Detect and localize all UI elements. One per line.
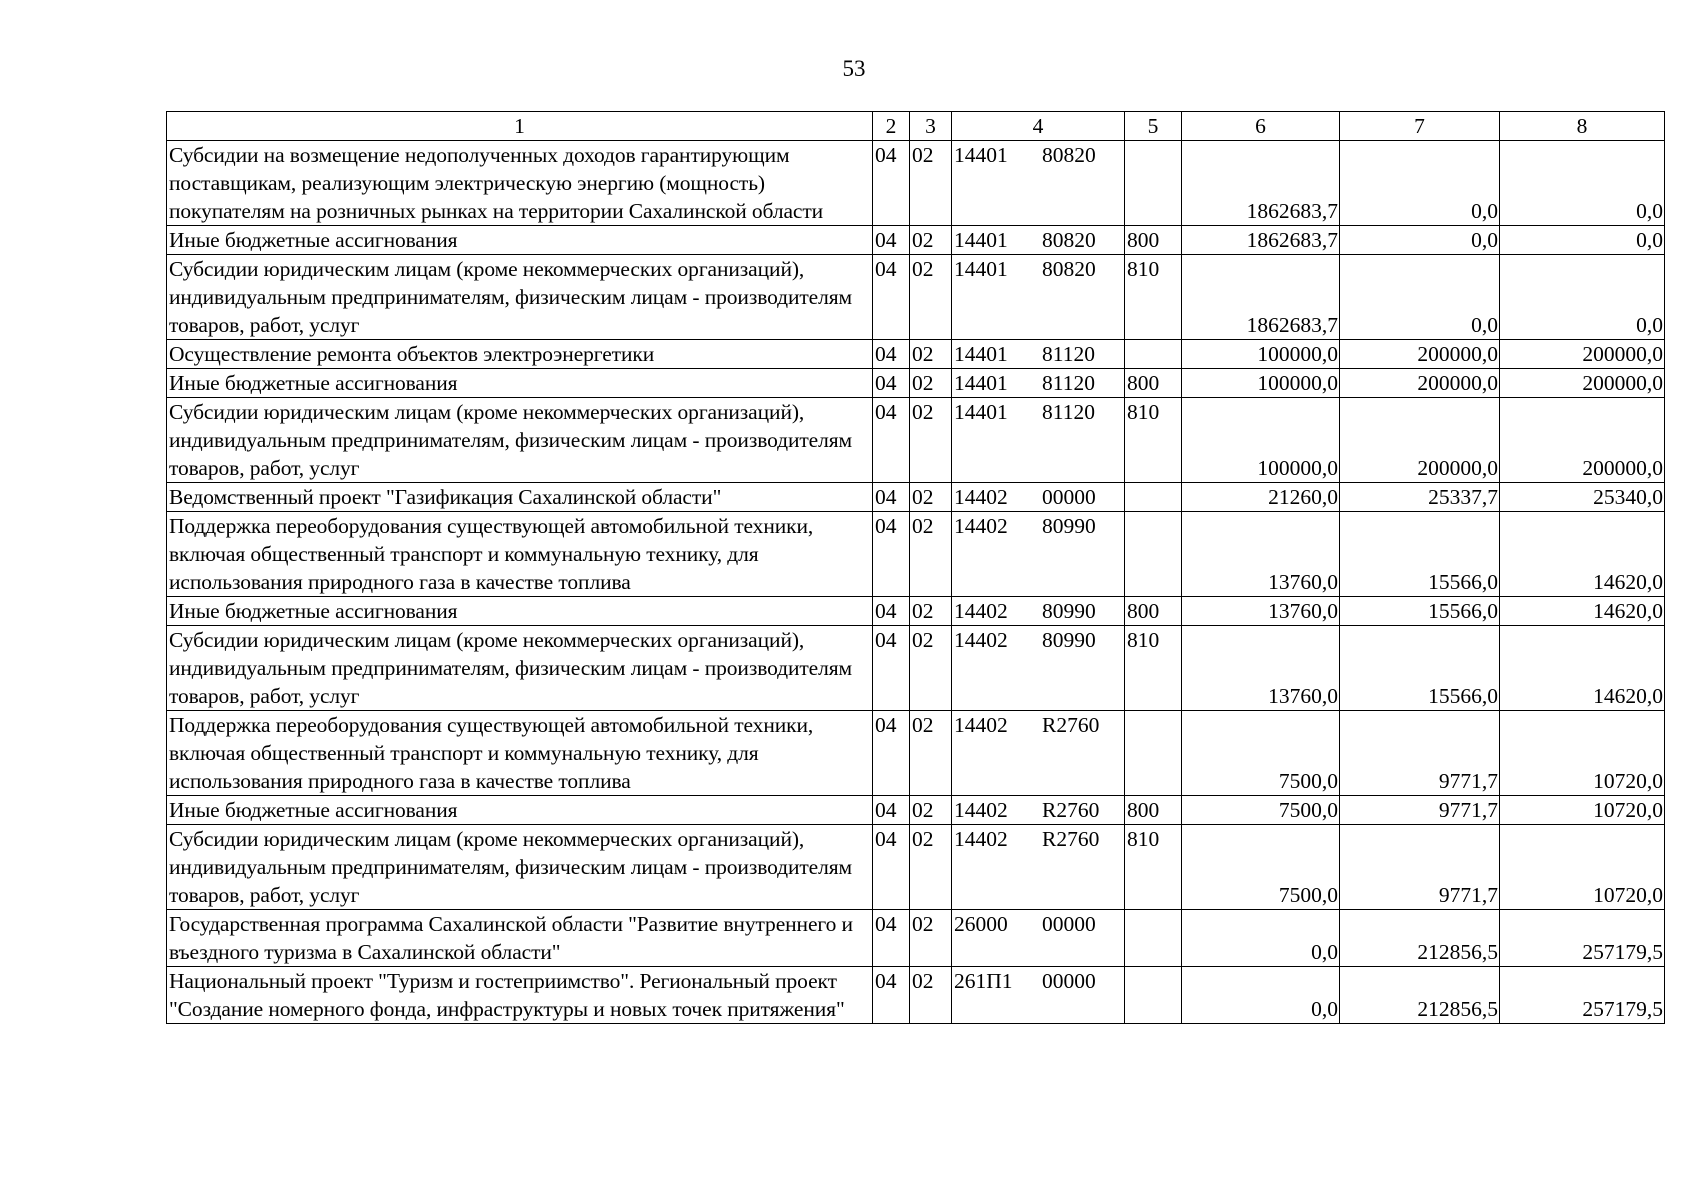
expense-type-code	[1125, 141, 1182, 226]
expense-type-code	[1125, 711, 1182, 796]
target-article-direction: 80820	[1042, 257, 1096, 281]
section-code: 04	[873, 483, 910, 512]
amount-col-6: 7500,0	[1182, 796, 1340, 825]
amount-col-6: 21260,0	[1182, 483, 1340, 512]
column-header: 7	[1340, 112, 1500, 141]
row-name: Поддержка переоборудования существующей автомобильной техники, включая общественный транспорт и коммунальную технику, для использования природного газа в качестве топлива	[167, 512, 873, 597]
column-header: 1	[167, 112, 873, 141]
target-article-direction: 80820	[1042, 228, 1096, 252]
amount-col-7: 9771,7	[1340, 825, 1500, 910]
target-article-direction: 00000	[1042, 485, 1096, 509]
table-row	[167, 483, 1665, 512]
amount-col-6: 7500,0	[1182, 825, 1340, 910]
target-article-program: 14402	[954, 485, 1008, 509]
target-article-program: 14401	[954, 143, 1008, 167]
expense-type-code	[1125, 967, 1182, 1024]
amount-col-6: 0,0	[1182, 967, 1340, 1024]
target-article-code	[952, 597, 1125, 626]
target-article-program: 14401	[954, 342, 1008, 366]
amount-col-7: 200000,0	[1340, 369, 1500, 398]
amount-col-7: 0,0	[1340, 226, 1500, 255]
row-name: Государственная программа Сахалинской области "Развитие внутреннего и въездного туризма в Сахалинской области"	[167, 910, 873, 967]
target-article-direction: 81120	[1042, 342, 1095, 366]
table-body	[167, 141, 1665, 1024]
section-code: 04	[873, 711, 910, 796]
expense-type-code	[1125, 910, 1182, 967]
target-article-program: 26000	[954, 912, 1008, 936]
row-name: Иные бюджетные ассигнования	[167, 369, 873, 398]
amount-col-8: 10720,0	[1500, 825, 1665, 910]
column-header: 3	[910, 112, 952, 141]
column-header: 5	[1125, 112, 1182, 141]
section-code: 04	[873, 141, 910, 226]
row-name: Иные бюджетные ассигнования	[167, 796, 873, 825]
amount-col-6: 1862683,7	[1182, 141, 1340, 226]
subsection-code: 02	[910, 825, 952, 910]
section-code: 04	[873, 512, 910, 597]
target-article-code	[952, 967, 1125, 1024]
amount-col-6: 1862683,7	[1182, 226, 1340, 255]
amount-col-8: 200000,0	[1500, 398, 1665, 483]
subsection-code: 02	[910, 910, 952, 967]
table-row	[167, 141, 1665, 226]
amount-col-8: 200000,0	[1500, 340, 1665, 369]
table-row	[167, 512, 1665, 597]
target-article-program: 14402	[954, 827, 1008, 851]
target-article-code	[952, 226, 1125, 255]
amount-col-8: 10720,0	[1500, 796, 1665, 825]
amount-col-6: 100000,0	[1182, 340, 1340, 369]
target-article-code	[952, 711, 1125, 796]
amount-col-8: 14620,0	[1500, 597, 1665, 626]
row-name: Иные бюджетные ассигнования	[167, 226, 873, 255]
amount-col-7: 15566,0	[1340, 512, 1500, 597]
target-article-code	[952, 340, 1125, 369]
target-article-code	[952, 483, 1125, 512]
table-row	[167, 226, 1665, 255]
amount-col-6: 100000,0	[1182, 398, 1340, 483]
table-row	[167, 369, 1665, 398]
table-row	[167, 340, 1665, 369]
target-article-program: 14402	[954, 798, 1008, 822]
amount-col-7: 15566,0	[1340, 626, 1500, 711]
section-code: 04	[873, 255, 910, 340]
section-code: 04	[873, 398, 910, 483]
table-row	[167, 910, 1665, 967]
amount-col-8: 25340,0	[1500, 483, 1665, 512]
expense-type-code: 810	[1125, 255, 1182, 340]
target-article-program: 261П1	[954, 969, 1013, 993]
target-article-program: 14401	[954, 257, 1008, 281]
subsection-code: 02	[910, 711, 952, 796]
target-article-code	[952, 398, 1125, 483]
amount-col-6: 13760,0	[1182, 626, 1340, 711]
expense-type-code: 810	[1125, 626, 1182, 711]
target-article-direction: 81120	[1042, 400, 1095, 424]
target-article-program: 14401	[954, 400, 1008, 424]
subsection-code: 02	[910, 512, 952, 597]
subsection-code: 02	[910, 967, 952, 1024]
subsection-code: 02	[910, 796, 952, 825]
row-name: Субсидии на возмещение недополученных доходов гарантирующим поставщикам, реализующим электрическую энергию (мощность) покупателям на розничных рынках на территории Сахалинской области	[167, 141, 873, 226]
expense-type-code: 800	[1125, 369, 1182, 398]
expense-type-code	[1125, 483, 1182, 512]
subsection-code: 02	[910, 398, 952, 483]
subsection-code: 02	[910, 483, 952, 512]
target-article-program: 14402	[954, 713, 1008, 737]
expense-type-code: 810	[1125, 825, 1182, 910]
row-name: Субсидии юридическим лицам (кроме некоммерческих организаций), индивидуальным предпринимателям, физическим лицам - производителям товаров, работ, услуг	[167, 398, 873, 483]
row-name: Субсидии юридическим лицам (кроме некоммерческих организаций), индивидуальным предпринимателям, физическим лицам - производителям товаров, работ, услуг	[167, 626, 873, 711]
subsection-code: 02	[910, 597, 952, 626]
target-article-code	[952, 141, 1125, 226]
amount-col-8: 0,0	[1500, 255, 1665, 340]
amount-col-6: 100000,0	[1182, 369, 1340, 398]
section-code: 04	[873, 340, 910, 369]
amount-col-6: 7500,0	[1182, 711, 1340, 796]
target-article-program: 14401	[954, 371, 1008, 395]
column-header: 2	[873, 112, 910, 141]
table-row	[167, 711, 1665, 796]
column-header: 8	[1500, 112, 1665, 141]
expense-type-code: 800	[1125, 226, 1182, 255]
expense-type-code: 800	[1125, 796, 1182, 825]
amount-col-7: 15566,0	[1340, 597, 1500, 626]
table-row	[167, 825, 1665, 910]
target-article-program: 14402	[954, 599, 1008, 623]
amount-col-7: 212856,5	[1340, 967, 1500, 1024]
target-article-code	[952, 512, 1125, 597]
table-row	[167, 967, 1665, 1024]
table-row	[167, 597, 1665, 626]
table-row	[167, 255, 1665, 340]
section-code: 04	[873, 967, 910, 1024]
amount-col-7: 200000,0	[1340, 398, 1500, 483]
target-article-program: 14401	[954, 228, 1008, 252]
amount-col-7: 200000,0	[1340, 340, 1500, 369]
section-code: 04	[873, 369, 910, 398]
target-article-code	[952, 626, 1125, 711]
column-header: 6	[1182, 112, 1340, 141]
target-article-direction: R2760	[1042, 798, 1100, 822]
row-name: Субсидии юридическим лицам (кроме некоммерческих организаций), индивидуальным предпринимателям, физическим лицам - производителям товаров, работ, услуг	[167, 825, 873, 910]
target-article-direction: 80820	[1042, 143, 1096, 167]
amount-col-6: 13760,0	[1182, 597, 1340, 626]
amount-col-7: 212856,5	[1340, 910, 1500, 967]
section-code: 04	[873, 796, 910, 825]
row-name: Субсидии юридическим лицам (кроме некоммерческих организаций), индивидуальным предпринимателям, физическим лицам - производителям товаров, работ, услуг	[167, 255, 873, 340]
column-number-row	[167, 112, 1665, 141]
expense-type-code: 800	[1125, 597, 1182, 626]
section-code: 04	[873, 626, 910, 711]
amount-col-8: 200000,0	[1500, 369, 1665, 398]
subsection-code: 02	[910, 626, 952, 711]
target-article-direction: 00000	[1042, 969, 1096, 993]
row-name: Иные бюджетные ассигнования	[167, 597, 873, 626]
target-article-direction: 00000	[1042, 912, 1096, 936]
amount-col-7: 25337,7	[1340, 483, 1500, 512]
amount-col-7: 9771,7	[1340, 796, 1500, 825]
target-article-program: 14402	[954, 628, 1008, 652]
expense-type-code: 810	[1125, 398, 1182, 483]
amount-col-8: 0,0	[1500, 141, 1665, 226]
amount-col-7: 0,0	[1340, 255, 1500, 340]
row-name: Ведомственный проект "Газификация Сахалинской области"	[167, 483, 873, 512]
row-name: Национальный проект "Туризм и гостеприимство". Региональный проект "Создание номерного фонда, инфраструктуры и новых точек притяжения"	[167, 967, 873, 1024]
target-article-code	[952, 825, 1125, 910]
column-header: 4	[952, 112, 1125, 141]
subsection-code: 02	[910, 369, 952, 398]
target-article-code	[952, 369, 1125, 398]
target-article-direction: 81120	[1042, 371, 1095, 395]
amount-col-8: 14620,0	[1500, 626, 1665, 711]
expense-type-code	[1125, 512, 1182, 597]
amount-col-7: 9771,7	[1340, 711, 1500, 796]
amount-col-6: 1862683,7	[1182, 255, 1340, 340]
amount-col-8: 257179,5	[1500, 967, 1665, 1024]
target-article-direction: 80990	[1042, 628, 1096, 652]
table-row	[167, 398, 1665, 483]
section-code: 04	[873, 226, 910, 255]
target-article-direction: R2760	[1042, 713, 1100, 737]
section-code: 04	[873, 910, 910, 967]
expense-type-code	[1125, 340, 1182, 369]
target-article-program: 14402	[954, 514, 1008, 538]
amount-col-8: 257179,5	[1500, 910, 1665, 967]
row-name: Поддержка переоборудования существующей автомобильной техники, включая общественный транспорт и коммунальную технику, для использования природного газа в качестве топлива	[167, 711, 873, 796]
row-name: Осуществление ремонта объектов электроэнергетики	[167, 340, 873, 369]
amount-col-8: 14620,0	[1500, 512, 1665, 597]
target-article-direction: R2760	[1042, 827, 1100, 851]
amount-col-8: 0,0	[1500, 226, 1665, 255]
subsection-code: 02	[910, 226, 952, 255]
subsection-code: 02	[910, 141, 952, 226]
amount-col-6: 13760,0	[1182, 512, 1340, 597]
table-row	[167, 796, 1665, 825]
table-row	[167, 626, 1665, 711]
section-code: 04	[873, 825, 910, 910]
page-number: 53	[842, 56, 866, 81]
target-article-code	[952, 910, 1125, 967]
section-code: 04	[873, 597, 910, 626]
amount-col-8: 10720,0	[1500, 711, 1665, 796]
target-article-code	[952, 796, 1125, 825]
budget-table	[166, 111, 1665, 1024]
target-article-code	[952, 255, 1125, 340]
subsection-code: 02	[910, 340, 952, 369]
target-article-direction: 80990	[1042, 599, 1096, 623]
amount-col-7: 0,0	[1340, 141, 1500, 226]
subsection-code: 02	[910, 255, 952, 340]
amount-col-6: 0,0	[1182, 910, 1340, 967]
target-article-direction: 80990	[1042, 514, 1096, 538]
